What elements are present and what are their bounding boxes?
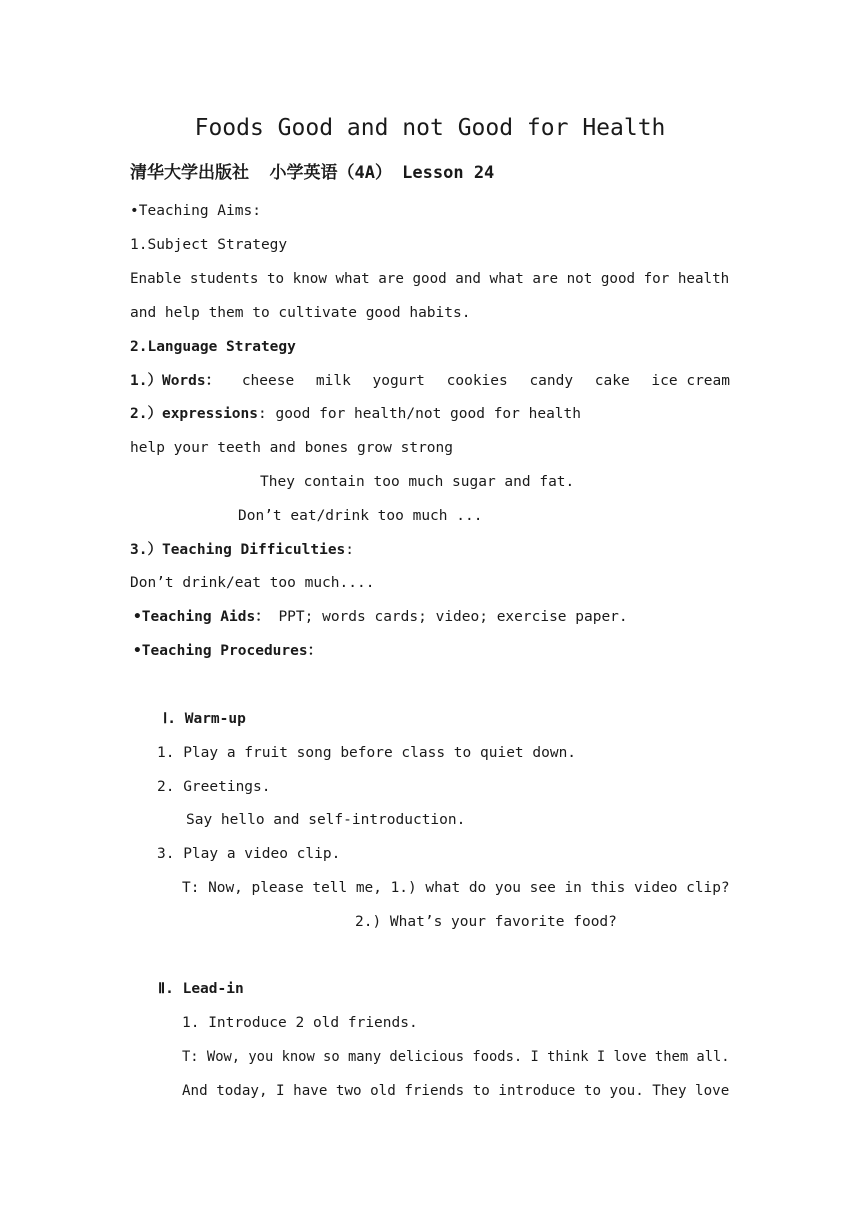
leadin-line-1: T: Wow, you know so many delicious foods. I think I love them all. [182, 1049, 730, 1065]
document-subtitle: 清华大学出版社 小学英语（4A） Lesson 24 [130, 163, 495, 183]
expressions-text: : good for health/not good for health [258, 406, 582, 422]
subject-strategy-line-2: and help them to cultivate good habits. [130, 305, 471, 321]
word-item: milk [315, 373, 351, 389]
word-item: yogurt [372, 373, 425, 389]
difficulties-line [130, 540, 354, 560]
difficulties-label: 3.）Teaching Difficulties [130, 542, 346, 558]
expressions-line-2: help your teeth and bones grow strong [130, 440, 454, 456]
teaching-aids-text: PPT; words cards; video; exercise paper. [269, 609, 628, 625]
word-item: cheese [241, 373, 295, 389]
difficulties-colon: : [345, 542, 355, 558]
teaching-procedures-heading: •Teaching Procedures： [133, 643, 323, 659]
teaching-aims-heading: •Teaching Aims: [130, 203, 261, 219]
expressions-line-4: Don’t eat/drink too much ... [238, 508, 483, 524]
teaching-aids-label: •Teaching Aids： [133, 609, 270, 625]
warmup-item-2-detail: Say hello and self-introduction. [186, 812, 466, 828]
subject-strategy-heading: 1.Subject Strategy [130, 237, 288, 253]
warmup-item-2: 2. Greetings. [157, 779, 271, 795]
word-item: cake [594, 373, 630, 389]
teaching-aids-line [133, 607, 628, 627]
warmup-question-2: 2.) What’s your favorite food? [355, 914, 617, 930]
warmup-question-1: T: Now, please tell me, 1.) what do you see in this video clip? [182, 880, 730, 896]
subject-strategy-line-1: Enable students to know what are good and what are not good for health [130, 271, 730, 287]
difficulties-text: Don’t drink/eat too much.... [130, 575, 375, 591]
expressions-line [130, 404, 581, 424]
leadin-item-1: 1. Introduce 2 old friends. [182, 1015, 418, 1031]
warmup-item-3: 3. Play a video clip. [157, 846, 341, 862]
word-item: cookies [446, 373, 508, 389]
word-item: ice cream [651, 373, 730, 389]
language-strategy-heading: 2.Language Strategy [130, 339, 296, 355]
document-title: Foods Good and not Good for Health [194, 115, 666, 141]
expressions-line-3: They contain too much sugar and fat. [260, 474, 575, 490]
words-line [130, 371, 730, 391]
words-label: 1.）Words： [130, 373, 221, 389]
leadin-line-2: And today, I have two old friends to introduce to you. They love [182, 1083, 730, 1099]
expressions-label: 2.）expressions [130, 406, 258, 422]
word-item: candy [529, 373, 574, 389]
warmup-item-1: 1. Play a fruit song before class to quiet down. [157, 745, 577, 761]
leadin-heading: Ⅱ. Lead-in [158, 981, 244, 997]
warmup-heading: Ⅰ. Warm-up [163, 711, 246, 727]
